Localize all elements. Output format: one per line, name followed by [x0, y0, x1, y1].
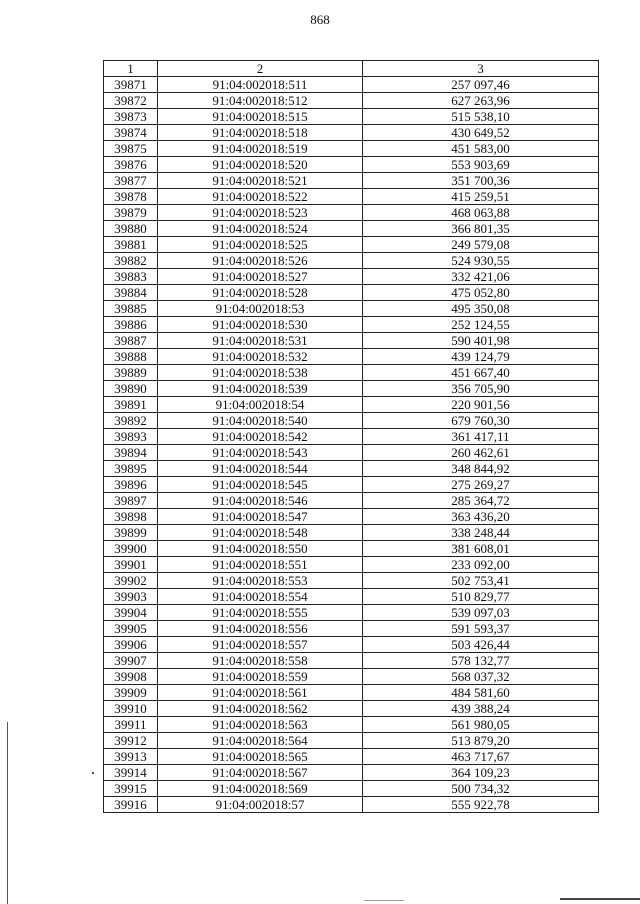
cadastral-number-cell: 91:04:002018:556	[158, 621, 363, 637]
table-row	[104, 189, 599, 205]
cadastral-number-cell: 91:04:002018:512	[158, 93, 363, 109]
row-number-cell: 39880	[104, 221, 158, 237]
value-cell: 338 248,44	[363, 525, 599, 541]
cadastral-number-cell: 91:04:002018:530	[158, 317, 363, 333]
cadastral-number-cell: 91:04:002018:511	[158, 77, 363, 93]
header-col-1: 1	[104, 61, 158, 77]
row-number-cell: 39905	[104, 621, 158, 637]
value-cell: 275 269,27	[363, 477, 599, 493]
value-cell: 233 092,00	[363, 557, 599, 573]
cadastral-number-cell: 91:04:002018:519	[158, 141, 363, 157]
table-row	[104, 605, 599, 621]
table-row	[104, 397, 599, 413]
cadastral-number-cell: 91:04:002018:524	[158, 221, 363, 237]
value-cell: 364 109,23	[363, 765, 599, 781]
row-number-cell: 39873	[104, 109, 158, 125]
cadastral-number-cell: 91:04:002018:532	[158, 349, 363, 365]
table-row	[104, 797, 599, 813]
table-row	[104, 269, 599, 285]
value-cell: 348 844,92	[363, 461, 599, 477]
cadastral-number-cell: 91:04:002018:520	[158, 157, 363, 173]
row-number-cell: 39883	[104, 269, 158, 285]
value-cell: 513 879,20	[363, 733, 599, 749]
value-cell: 524 930,55	[363, 253, 599, 269]
row-number-cell: 39876	[104, 157, 158, 173]
row-number-cell: 39916	[104, 797, 158, 813]
row-number-cell: 39877	[104, 173, 158, 189]
row-number-cell: 39894	[104, 445, 158, 461]
cadastral-number-cell: 91:04:002018:527	[158, 269, 363, 285]
cadastral-number-cell: 91:04:002018:526	[158, 253, 363, 269]
row-number-cell: 39875	[104, 141, 158, 157]
cadastral-number-cell: 91:04:002018:544	[158, 461, 363, 477]
row-number-cell: 39908	[104, 669, 158, 685]
row-number-cell: 39887	[104, 333, 158, 349]
cadastral-number-cell: 91:04:002018:515	[158, 109, 363, 125]
table-row	[104, 221, 599, 237]
value-cell: 351 700,36	[363, 173, 599, 189]
cadastral-number-cell: 91:04:002018:53	[158, 301, 363, 317]
value-cell: 363 436,20	[363, 509, 599, 525]
cadastral-number-cell: 91:04:002018:562	[158, 701, 363, 717]
table-row	[104, 173, 599, 189]
table-header	[104, 61, 599, 77]
cadastral-number-cell: 91:04:002018:547	[158, 509, 363, 525]
table-row	[104, 461, 599, 477]
value-cell: 361 417,11	[363, 429, 599, 445]
cadastral-number-cell: 91:04:002018:539	[158, 381, 363, 397]
scan-bottom-mark	[560, 898, 640, 900]
scan-margin-line	[7, 722, 8, 904]
header-col-3: 3	[363, 61, 599, 77]
value-cell: 430 649,52	[363, 125, 599, 141]
value-cell: 285 364,72	[363, 493, 599, 509]
table-row	[104, 733, 599, 749]
row-number-cell: 39878	[104, 189, 158, 205]
cadastral-number-cell: 91:04:002018:540	[158, 413, 363, 429]
value-cell: 500 734,32	[363, 781, 599, 797]
row-number-cell: 39881	[104, 237, 158, 253]
value-cell: 515 538,10	[363, 109, 599, 125]
row-number-cell: 39904	[104, 605, 158, 621]
row-number-cell: 39909	[104, 685, 158, 701]
table-row	[104, 237, 599, 253]
value-cell: 451 583,00	[363, 141, 599, 157]
cadastral-number-cell: 91:04:002018:543	[158, 445, 363, 461]
table-row	[104, 589, 599, 605]
cadastral-number-cell: 91:04:002018:561	[158, 685, 363, 701]
value-cell: 568 037,32	[363, 669, 599, 685]
table-row	[104, 637, 599, 653]
table-row	[104, 301, 599, 317]
row-number-cell: 39903	[104, 589, 158, 605]
table-row	[104, 253, 599, 269]
value-cell: 561 980,05	[363, 717, 599, 733]
value-cell: 415 259,51	[363, 189, 599, 205]
value-cell: 590 401,98	[363, 333, 599, 349]
row-number-cell: 39872	[104, 93, 158, 109]
row-number-cell: 39892	[104, 413, 158, 429]
header-row	[104, 61, 599, 77]
cadastral-number-cell: 91:04:002018:57	[158, 797, 363, 813]
value-cell: 555 922,78	[363, 797, 599, 813]
scan-speck	[92, 772, 94, 774]
row-number-cell: 39896	[104, 477, 158, 493]
table-row	[104, 317, 599, 333]
value-cell: 495 350,08	[363, 301, 599, 317]
row-number-cell: 39912	[104, 733, 158, 749]
value-cell: 679 760,30	[363, 413, 599, 429]
cadastral-number-cell: 91:04:002018:54	[158, 397, 363, 413]
cadastral-number-cell: 91:04:002018:567	[158, 765, 363, 781]
value-cell: 381 608,01	[363, 541, 599, 557]
table-row	[104, 333, 599, 349]
row-number-cell: 39879	[104, 205, 158, 221]
cadastral-number-cell: 91:04:002018:558	[158, 653, 363, 669]
table-row	[104, 365, 599, 381]
value-cell: 468 063,88	[363, 205, 599, 221]
header-col-2: 2	[158, 61, 363, 77]
value-cell: 553 903,69	[363, 157, 599, 173]
table-row	[104, 477, 599, 493]
value-cell: 510 829,77	[363, 589, 599, 605]
value-cell: 260 462,61	[363, 445, 599, 461]
row-number-cell: 39902	[104, 573, 158, 589]
row-number-cell: 39884	[104, 285, 158, 301]
cadastral-number-cell: 91:04:002018:548	[158, 525, 363, 541]
table-row	[104, 653, 599, 669]
cadastral-number-cell: 91:04:002018:557	[158, 637, 363, 653]
row-number-cell: 39897	[104, 493, 158, 509]
table-row	[104, 413, 599, 429]
value-cell: 502 753,41	[363, 573, 599, 589]
row-number-cell: 39899	[104, 525, 158, 541]
row-number-cell: 39888	[104, 349, 158, 365]
table-row	[104, 685, 599, 701]
table-row	[104, 557, 599, 573]
table-row	[104, 141, 599, 157]
value-cell: 475 052,80	[363, 285, 599, 301]
table-row	[104, 493, 599, 509]
cadastral-number-cell: 91:04:002018:518	[158, 125, 363, 141]
table-row	[104, 717, 599, 733]
row-number-cell: 39886	[104, 317, 158, 333]
row-number-cell: 39893	[104, 429, 158, 445]
row-number-cell: 39906	[104, 637, 158, 653]
registry-table	[103, 60, 599, 813]
value-cell: 252 124,55	[363, 317, 599, 333]
cadastral-number-cell: 91:04:002018:553	[158, 573, 363, 589]
scan-bottom-mark-faint	[364, 900, 404, 901]
row-number-cell: 39907	[104, 653, 158, 669]
cadastral-number-cell: 91:04:002018:522	[158, 189, 363, 205]
value-cell: 439 388,24	[363, 701, 599, 717]
value-cell: 463 717,67	[363, 749, 599, 765]
cadastral-number-cell: 91:04:002018:525	[158, 237, 363, 253]
cadastral-number-cell: 91:04:002018:550	[158, 541, 363, 557]
table-row	[104, 349, 599, 365]
value-cell: 627 263,96	[363, 93, 599, 109]
value-cell: 591 593,37	[363, 621, 599, 637]
value-cell: 249 579,08	[363, 237, 599, 253]
cadastral-number-cell: 91:04:002018:538	[158, 365, 363, 381]
table-row	[104, 157, 599, 173]
cadastral-number-cell: 91:04:002018:559	[158, 669, 363, 685]
value-cell: 356 705,90	[363, 381, 599, 397]
row-number-cell: 39891	[104, 397, 158, 413]
row-number-cell: 39914	[104, 765, 158, 781]
value-cell: 539 097,03	[363, 605, 599, 621]
table-row	[104, 541, 599, 557]
cadastral-number-cell: 91:04:002018:554	[158, 589, 363, 605]
table-row	[104, 525, 599, 541]
table-row	[104, 285, 599, 301]
cadastral-number-cell: 91:04:002018:521	[158, 173, 363, 189]
value-cell: 578 132,77	[363, 653, 599, 669]
page-number: 868	[310, 12, 330, 27]
table-row	[104, 621, 599, 637]
row-number-cell: 39915	[104, 781, 158, 797]
row-number-cell: 39898	[104, 509, 158, 525]
table-body	[104, 77, 599, 813]
value-cell: 503 426,44	[363, 637, 599, 653]
row-number-cell: 39890	[104, 381, 158, 397]
value-cell: 220 901,56	[363, 397, 599, 413]
cadastral-number-cell: 91:04:002018:542	[158, 429, 363, 445]
cadastral-number-cell: 91:04:002018:545	[158, 477, 363, 493]
cadastral-number-cell: 91:04:002018:551	[158, 557, 363, 573]
row-number-cell: 39895	[104, 461, 158, 477]
row-number-cell: 39885	[104, 301, 158, 317]
value-cell: 332 421,06	[363, 269, 599, 285]
row-number-cell: 39871	[104, 77, 158, 93]
cadastral-number-cell: 91:04:002018:569	[158, 781, 363, 797]
table-row	[104, 109, 599, 125]
table-row	[104, 125, 599, 141]
table-row	[104, 77, 599, 93]
cadastral-number-cell: 91:04:002018:523	[158, 205, 363, 221]
table-row	[104, 445, 599, 461]
table-row	[104, 429, 599, 445]
table-row	[104, 93, 599, 109]
row-number-cell: 39913	[104, 749, 158, 765]
table-row	[104, 765, 599, 781]
cadastral-number-cell: 91:04:002018:565	[158, 749, 363, 765]
table-row	[104, 749, 599, 765]
table-row	[104, 205, 599, 221]
value-cell: 257 097,46	[363, 77, 599, 93]
row-number-cell: 39889	[104, 365, 158, 381]
row-number-cell: 39882	[104, 253, 158, 269]
value-cell: 484 581,60	[363, 685, 599, 701]
table-row	[104, 781, 599, 797]
table-row	[104, 669, 599, 685]
cadastral-number-cell: 91:04:002018:564	[158, 733, 363, 749]
table-row	[104, 573, 599, 589]
cadastral-number-cell: 91:04:002018:546	[158, 493, 363, 509]
value-cell: 439 124,79	[363, 349, 599, 365]
cadastral-number-cell: 91:04:002018:531	[158, 333, 363, 349]
row-number-cell: 39911	[104, 717, 158, 733]
table-row	[104, 701, 599, 717]
table-row	[104, 509, 599, 525]
row-number-cell: 39910	[104, 701, 158, 717]
value-cell: 451 667,40	[363, 365, 599, 381]
cadastral-number-cell: 91:04:002018:528	[158, 285, 363, 301]
row-number-cell: 39900	[104, 541, 158, 557]
table-row	[104, 381, 599, 397]
row-number-cell: 39874	[104, 125, 158, 141]
cadastral-number-cell: 91:04:002018:563	[158, 717, 363, 733]
value-cell: 366 801,35	[363, 221, 599, 237]
row-number-cell: 39901	[104, 557, 158, 573]
cadastral-number-cell: 91:04:002018:555	[158, 605, 363, 621]
